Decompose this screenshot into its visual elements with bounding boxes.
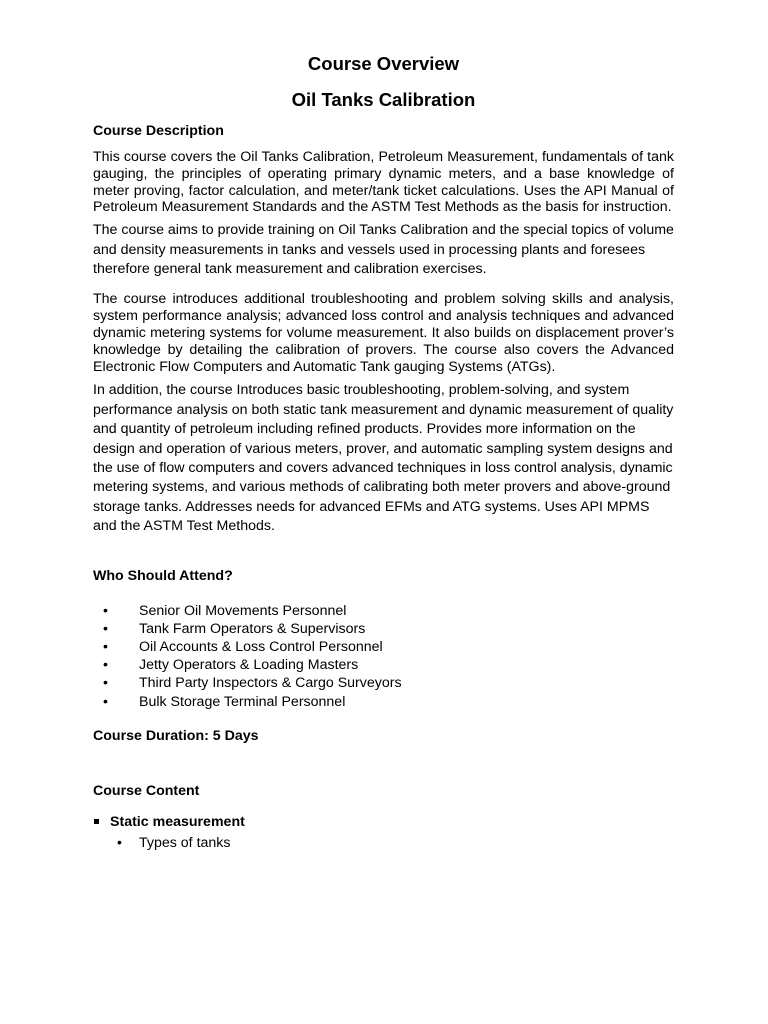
course-description-heading: Course Description <box>93 123 224 139</box>
list-item <box>93 656 674 674</box>
list-item <box>93 638 674 656</box>
description-paragraph-1: This course covers the Oil Tanks Calibration, Petroleum Measurement, fundamentals of tank gauging, the principles of operating primary dynamic meters, and a base knowledge of meter proving, factor calculation, and meter/tank ticket calculations. Uses the API Manual of Petroleum Measurement Standards and the ASTM Test Methods as the basis for instruction. <box>93 149 674 216</box>
list-item-label: Jetty Operators & Loading Masters <box>139 657 359 674</box>
attendee-list <box>93 602 674 711</box>
bullet-icon: • <box>103 693 108 710</box>
description-paragraph-4: In addition, the course Introduces basic troubleshooting, problem-solving, and system performance analysis on both static tank measurement and dynamic measurement of quality and quantity of petroleum including refined products. Provides more information on the design and operation of various meters, prover, and automatic sampling system designs and the use of flow computers and covers advanced techniques in loss control analysis, dynamic metering systems, and various methods of calibrating both meter provers and above-ground storage tanks. Addresses needs for advanced EFMs and ATG systems. Uses API MPMS and the ASTM Test Methods. <box>93 382 674 535</box>
bullet-icon: • <box>117 834 122 851</box>
list-item-label: Third Party Inspectors & Cargo Surveyors <box>139 675 402 692</box>
list-item-label: Oil Accounts & Loss Control Personnel <box>139 639 383 656</box>
content-section-label: Static measurement <box>110 813 245 830</box>
bullet-icon: • <box>103 675 108 692</box>
course-duration: Course Duration: 5 Days <box>93 727 259 744</box>
document-page <box>93 52 674 852</box>
bullet-icon: • <box>103 602 108 619</box>
content-sub-item <box>93 834 674 852</box>
list-item <box>93 602 674 620</box>
bullet-icon: • <box>103 657 108 674</box>
list-item-label: Bulk Storage Terminal Personnel <box>139 693 346 710</box>
document-subtitle: Oil Tanks Calibration <box>291 89 476 110</box>
document-title: Course Overview <box>307 53 460 74</box>
content-section-static-measurement <box>93 813 674 831</box>
course-content-heading: Course Content <box>93 782 200 799</box>
bullet-icon: • <box>103 620 108 637</box>
description-paragraph-2: The course aims to provide training on Oil Tanks Calibration and the special topics of volume and density measurements in tanks and vessels used in processing plants and foresees therefore general tank measurement and calibration exercises. <box>93 222 674 277</box>
content-sub-item-label: Types of tanks <box>139 834 231 851</box>
list-item <box>93 674 674 692</box>
who-should-attend-heading: Who Should Attend? <box>93 567 233 584</box>
description-paragraph-3: The course introduces additional troubleshooting and problem solving skills and analysis, system performance analysis; advanced loss control and analysis techniques and advanced dynamic metering systems for volume measurement. It also builds on displacement prover’s knowledge by detailing the calibration of provers. The course also covers the Advanced Electronic Flow Computers and Automatic Tank gauging Systems (ATGs). <box>93 291 674 375</box>
list-item-label: Tank Farm Operators & Supervisors <box>139 620 366 637</box>
square-bullet-icon <box>94 819 99 824</box>
list-item <box>93 620 674 638</box>
list-item <box>93 693 674 711</box>
bullet-icon: • <box>103 639 108 656</box>
list-item-label: Senior Oil Movements Personnel <box>139 602 347 619</box>
